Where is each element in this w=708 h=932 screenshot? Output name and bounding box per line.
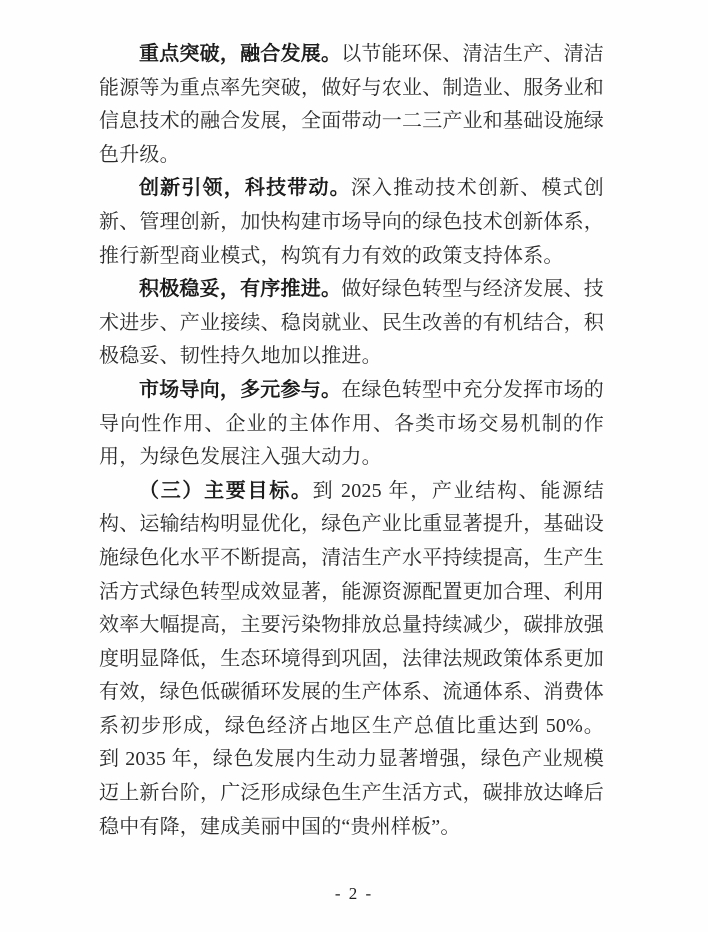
paragraph-key-breakthrough [99, 38, 604, 172]
paragraph-lead: 重点突破，融合发展。 [139, 43, 342, 65]
paragraph-steady-progress [99, 273, 604, 374]
paragraph-text: 到 2025 年，产业结构、能源结构、运输结构明显优化，绿色产业比重显著提升，基础设施绿色化水平不断提高，清洁生产水平持续提高，生产生活方式绿色转型成效显著，能源资源配置更加合理、利用效率大幅提高，主要污染物排放总量持续减少，碳排放强度明显降低，生态环境得到巩固，法律法规政策体系更加有效，绿色低碳循环发展的生产体系、流通体系、消费体系初步形成，绿色经济占地区生产总值比重达到 50%。到 2035 年，绿色发展内生动力显著增强，绿色产业规模迈上新台阶，广泛形成绿色生产生活方式，碳排放达峰后稳中有降，建成美丽中国的“贵州样板”。 [99, 479, 604, 838]
paragraph-main-objectives [99, 475, 604, 845]
paragraph-text: 深入推动技术创新、模式创新、管理创新，加快构建市场导向的绿色技术创新体系，推行新型商业模式，构筑有力有效的政策支持体系。 [99, 177, 604, 267]
paragraph-text: 做好绿色转型与经济发展、技术进步、产业接续、稳岗就业、民生改善的有机结合，积极稳妥、韧性持久地加以推进。 [99, 278, 605, 368]
paragraph-lead: 市场导向，多元参与。 [139, 378, 342, 401]
paragraph-lead: 创新引领，科技带动。 [139, 177, 351, 200]
paragraph-lead: 积极稳妥，有序推进。 [139, 278, 342, 301]
paragraph-innovation [99, 172, 604, 273]
paragraph-market-orientation [99, 374, 604, 475]
document-body [99, 38, 604, 844]
page-number: - 2 - [334, 884, 374, 903]
paragraph-text: 以节能环保、清洁生产、清洁能源等为重点率先突破，做好与农业、制造业、服务业和信息技术的融合发展，全面带动一二三产业和基础设施绿色升级。 [99, 43, 605, 166]
paragraph-lead: （三）主要目标。 [139, 479, 313, 502]
paragraph-text: 在绿色转型中充分发挥市场的导向性作用、企业的主体作用、各类市场交易机制的作用，为绿色发展注入强大动力。 [99, 378, 605, 469]
